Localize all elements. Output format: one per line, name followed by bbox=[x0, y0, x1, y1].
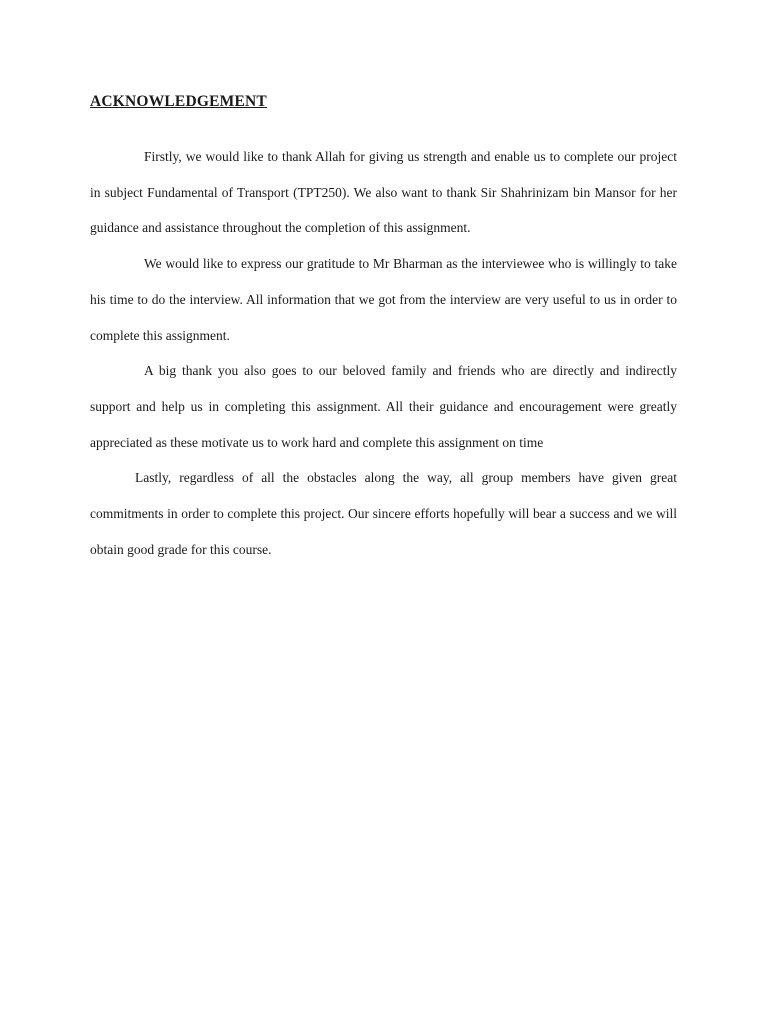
paragraph-thanks-interviewee: We would like to express our gratitude to Mr Bharman as the interviewee who is willingly to take his time to do the interview. All information that we got from the interview are very useful to us in order to complete this assignment. bbox=[90, 256, 677, 343]
paragraph-thanks-family: A big thank you also goes to our beloved family and friends who are directly and indirectly support and help us in completing this assignment. All their guidance and encouragement were greatly appreciated as these motivate us to work hard and complete this assignment on time bbox=[90, 363, 677, 450]
paragraph-closing: Lastly, regardless of all the obstacles along the way, all group members have given great commitments in order to complete this project. Our sincere efforts hopefully will bear a success and we will obtain good grade for this course. bbox=[90, 470, 677, 557]
paragraph-thanks-allah: Firstly, we would like to thank Allah for giving us strength and enable us to complete our project in subject Fundamental of Transport (TPT250). We also want to thank Sir Shahrinizam bin Mansor for her guidance and assistance throughout the completion of this assignment. bbox=[90, 149, 677, 236]
page-title: ACKNOWLEDGEMENT bbox=[90, 93, 267, 110]
document-body bbox=[90, 139, 677, 567]
